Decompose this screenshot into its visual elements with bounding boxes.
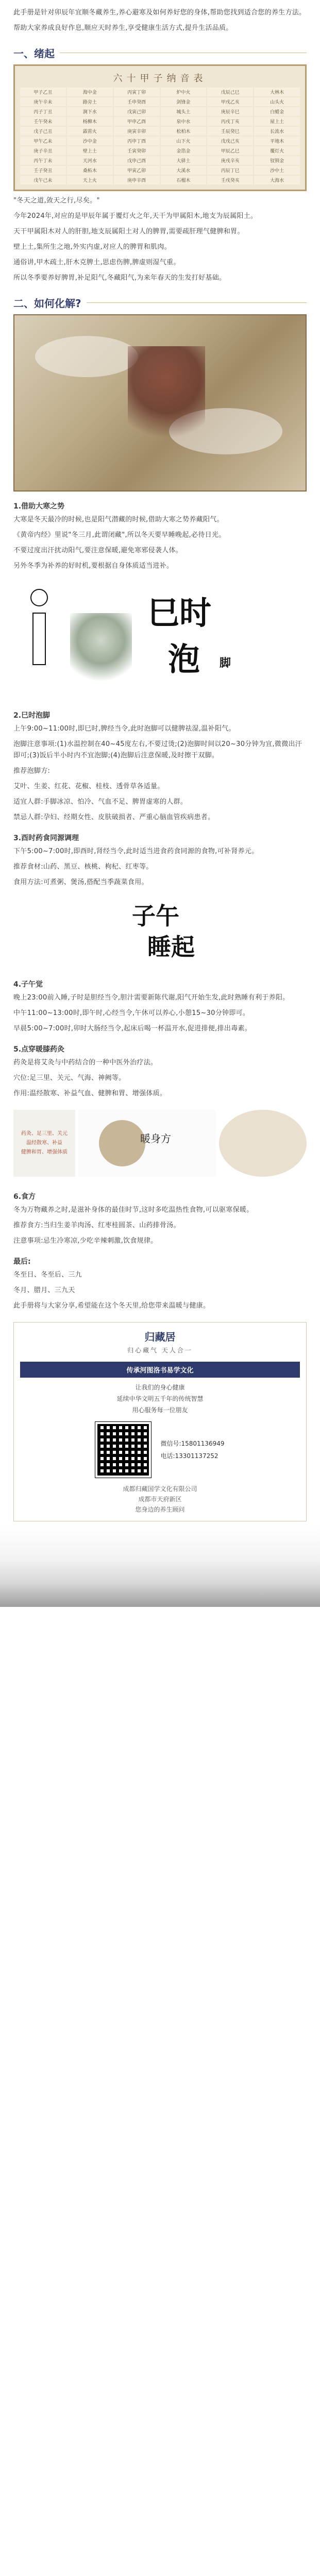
footer-lines: 让我们的身心健康 延续中华文明五千年的传统智慧 用心服务每一位朋友	[116, 1384, 204, 1414]
table-cell: 庚申辛酉	[114, 176, 160, 184]
footer-logo: 归藏居	[144, 1331, 176, 1343]
contact-row	[20, 1422, 300, 1478]
table-cell: 霹雳火	[67, 127, 113, 135]
paragraph: 天干甲属阳木对人的肝胆,地支辰属阳土对人的脾胃,需要疏肝理气健脾和胃。	[13, 228, 244, 235]
table-cell: 庚辰辛巳	[207, 107, 253, 116]
table-cell: 庚寅辛卯	[114, 127, 160, 135]
table-cell: 钗钏金	[254, 156, 300, 165]
poster-small-text: 脚	[220, 657, 231, 670]
table-cell: 庚戌辛亥	[207, 156, 253, 165]
intro-paragraph: 帮助大家养成良好作息,顺应天时养生,享受健康生活方式,提升生活品质。	[13, 24, 233, 32]
table-cell: 庚子辛丑	[20, 146, 66, 155]
table-cell: 戊子己丑	[20, 127, 66, 135]
table-cell: 屋上土	[254, 117, 300, 126]
table-grid	[20, 88, 300, 184]
table-cell: 甲戌乙亥	[207, 97, 253, 106]
table-cell: 戊戌己亥	[207, 137, 253, 145]
paragraph: 不要过度出汗扰动阳气,要注意保暖,避免寒邪侵袭人体。	[13, 547, 183, 554]
table-title: 六十甲子纳音表	[113, 73, 207, 84]
table-cell: 松柏木	[161, 127, 207, 135]
paragraph: 泡脚注意事项:(1)水温控制在40~45度左右,不要过烫;(2)泡脚时间以20~30分钟为宜,微微出汗即可;(3)饭后半小时内不宜泡脚;(4)泡脚后注意保暖,及时擦干双脚。	[13, 740, 302, 759]
closing-paragraph: 此手册将与大家分享,希望能在这个冬天里,给您带来温暖与健康。	[13, 1302, 210, 1310]
poster-footbath	[13, 577, 307, 701]
paragraph: 推荐泡脚方:	[13, 767, 50, 775]
table-cell: 壬午癸未	[20, 117, 66, 126]
table-cell: 涧下水	[67, 107, 113, 116]
paragraph: 大寒是冬天最冷的时候,也是阳气潜藏的时候,借助大寒之势养藏阳气。	[13, 516, 224, 523]
tea-illustration	[219, 1110, 307, 1177]
table-cell: 山头火	[254, 97, 300, 106]
paragraph: 食用方法:可煮粥、煲汤,搭配当季蔬菜食用。	[13, 878, 148, 886]
subsection-title: 1.借助大寒之势	[13, 502, 65, 511]
qr-code-icon[interactable]	[95, 1422, 151, 1478]
brush-text: 睡起	[147, 933, 195, 961]
paragraph: 上午9:00~11:00时,即巳时,脾经当令,此时泡脚可以健脾祛湿,温补阳气。	[13, 725, 235, 733]
paragraph: 推荐食方:当归生姜羊肉汤、红枣桂圆茶、山药排骨汤。	[13, 1222, 180, 1229]
section-title: 一、绪起	[13, 45, 307, 60]
table-cell: 天上火	[67, 176, 113, 184]
season-line: 冬月、腊月、三九天	[13, 1286, 75, 1294]
footer-slogan: 归心藏气 天人合一	[127, 1347, 193, 1354]
table-cell: 丙申丁酉	[114, 137, 160, 145]
table-cell: 大海水	[254, 176, 300, 184]
paragraph: 适宜人群:手脚冰凉、怕冷、气血不足、脾胃虚寒的人群。	[13, 798, 188, 806]
subsection-title: 6.食方	[13, 1193, 36, 1201]
brush-text: 子午	[132, 902, 179, 930]
table-cell: 甲寅乙卯	[114, 166, 160, 175]
table-cell: 平地木	[254, 137, 300, 145]
table-cell: 戊辰己巳	[207, 88, 253, 96]
poster-big-text: 泡	[168, 640, 200, 678]
ink-painting	[13, 314, 307, 492]
footer	[13, 1322, 307, 1521]
paragraph: 通俗讲,甲木疏土,肝木克脾土,思虑伤脾,脾虚则湿气重。	[13, 259, 180, 266]
section-title: 二、如何化解?	[13, 295, 307, 310]
table-cell: 甲午乙未	[20, 137, 66, 145]
paragraph: 冬为万物藏养之时,是滋补身体的最佳时节,这时多吃温热性食物,可以驱寒保暖。	[13, 1206, 254, 1214]
card-title: 暖身方	[140, 1132, 171, 1145]
table-cell: 石榴木	[161, 176, 207, 184]
table-cell: 泉中水	[161, 117, 207, 126]
table-cell: 戊申己酉	[114, 156, 160, 165]
warm-recipe-card	[13, 1105, 307, 1182]
paragraph: 壁上土,集所生之地,外实内虚,对应人的脾胃和肌肉。	[13, 243, 171, 251]
paragraph: 中午11:00~13:00时,即午时,心经当令,午休可以养心,小憩15~30分钟即可。	[13, 1009, 250, 1017]
table-cell: 壬申癸酉	[114, 97, 160, 106]
table-cell: 甲申乙酉	[114, 117, 160, 126]
figure-illustration	[70, 613, 132, 690]
table-cell: 剑锋金	[161, 97, 207, 106]
table-cell: 壁上土	[67, 146, 113, 155]
table-cell: 海中金	[67, 88, 113, 96]
paragraph: 早晨5:00~7:00时,卯时大肠经当令,起床后喝一杯温开水,促进排便,排出毒素。	[13, 1025, 252, 1032]
table-cell: 大林木	[254, 88, 300, 96]
table-cell: 大驿土	[161, 156, 207, 165]
table-cell: 沙中金	[67, 137, 113, 145]
subsection-title: 4.子午觉	[13, 980, 43, 989]
paragraph: 艾叶、生姜、红花、花椒、桂枝、透骨草各适量。	[13, 783, 164, 790]
table-cell: 戊寅己卯	[114, 107, 160, 116]
paragraph: 另外冬季为补养的好时机,要根据自身体质适当进补。	[13, 562, 174, 570]
paragraph: 药灸是将艾灸与中药结合的一种中医外治疗法。	[13, 1059, 158, 1066]
season-line: 冬至日、冬至后、三九	[13, 1271, 82, 1279]
poster-big-text: 巳时	[147, 594, 212, 632]
table-cell: 壬寅癸卯	[114, 146, 160, 155]
table-cell: 戊午己未	[20, 176, 66, 184]
phone-number[interactable]: 13301137252	[175, 1452, 218, 1460]
paragraph: 《黄帝内经》里说"冬三月,此谓闭藏",所以冬天要早睡晚起,必待日光。	[13, 531, 226, 539]
paragraph: 注意事项:忌生冷寒凉,少吃辛辣刺激,饮食规律。	[13, 1237, 158, 1245]
logo-icon	[19, 587, 60, 670]
table-cell: 丙寅丁卯	[114, 88, 160, 96]
table-cell: 壬戌癸亥	[207, 176, 253, 184]
card-middle	[78, 1110, 216, 1177]
paragraph: 晚上23:00前入睡,子时是胆经当令,胆汁需要新陈代谢,阳气开始生发,此时熟睡有利于养阳。	[13, 994, 290, 1002]
table-cell: 甲辰乙巳	[207, 146, 253, 155]
footer-banner: 传承河图洛书易学文化	[20, 1362, 300, 1378]
table-cell: 覆灯火	[254, 146, 300, 155]
table-cell: 丙午丁未	[20, 156, 66, 165]
table-cell: 丙戌丁亥	[207, 117, 253, 126]
intro-paragraph: 此手册是针对卯辰年宜顺冬藏养生,养心避寒及如何养好您的身体,帮助您找到适合您的养生方法。	[13, 9, 306, 16]
subsection-title: 2.巳时泡脚	[13, 711, 50, 720]
table-cell: 壬子癸丑	[20, 166, 66, 175]
table-cell: 丙辰丁巳	[207, 166, 253, 175]
wechat-number[interactable]: 15801136949	[181, 1440, 225, 1447]
contact-info: 微信号:15801136949 电话:13301137252	[160, 1440, 225, 1460]
table-cell: 大溪水	[161, 166, 207, 175]
table-cell: 炉中火	[161, 88, 207, 96]
table-cell: 长流水	[254, 127, 300, 135]
footer-address: 成都归藏国学文化有限公司 成都市天府新区 您身边的养生顾问	[123, 1485, 197, 1513]
table-cell: 桑柘木	[67, 166, 113, 175]
table-cell: 山下火	[161, 137, 207, 145]
table-cell: 庚午辛未	[20, 97, 66, 106]
table-cell: 白蜡金	[254, 107, 300, 116]
painting-figure	[128, 346, 205, 454]
landscape-illustration	[0, 1524, 320, 1607]
table-cell: 甲子乙丑	[20, 88, 66, 96]
table-cell: 壬辰癸巳	[207, 127, 253, 135]
card-left: 药灸、足三里、关元 温经散寒、补益 健脾和胃、增强体质	[13, 1110, 75, 1177]
subsection-title: 5.点穿暖膝药灸	[13, 1045, 65, 1054]
paragraph: 作用:温经散寒、补益气血、健脾和胃、增强体质。	[13, 1090, 167, 1097]
table-cell: 路旁土	[67, 97, 113, 106]
paragraph: 下午5:00~7:00时,即酉时,肾经当令,此时适当进食药食同源的食物,可补肾养元。	[13, 848, 259, 855]
table-cell: 天河水	[67, 156, 113, 165]
table-cell: 城头土	[161, 107, 207, 116]
table-cell: 沙中土	[254, 166, 300, 175]
table-cell: 杨柳木	[67, 117, 113, 126]
poster-sleep	[13, 892, 307, 970]
subsection-title: 3.酉时药食同源调理	[13, 834, 79, 842]
paragraph: 推荐食材:山药、黑豆、核桃、枸杞、红枣等。	[13, 863, 153, 871]
table-cell: 金箔金	[161, 146, 207, 155]
season-title: 最后:	[13, 1258, 31, 1266]
moxa-illustration	[99, 1120, 145, 1166]
paragraph: 今年2024年,对应的是甲辰年属于覆灯火之年,天干为甲属阳木,地支为辰属阳土。	[13, 212, 258, 220]
paragraph: 禁忌人群:孕妇、经期女性、皮肤破损者、严重心脑血管疾病患者。	[13, 814, 215, 821]
nayin-table	[13, 64, 307, 191]
paragraph: "冬天之道,敛天之行,尽矣。"	[13, 197, 100, 205]
table-cell: 丙子丁丑	[20, 107, 66, 116]
paragraph: 所以冬季要养好脾胃,补足阳气,冬藏阳气,为来年春天的生发打好基础。	[13, 274, 226, 282]
paragraph: 穴位:足三里、关元、气海、神阙等。	[13, 1074, 126, 1082]
